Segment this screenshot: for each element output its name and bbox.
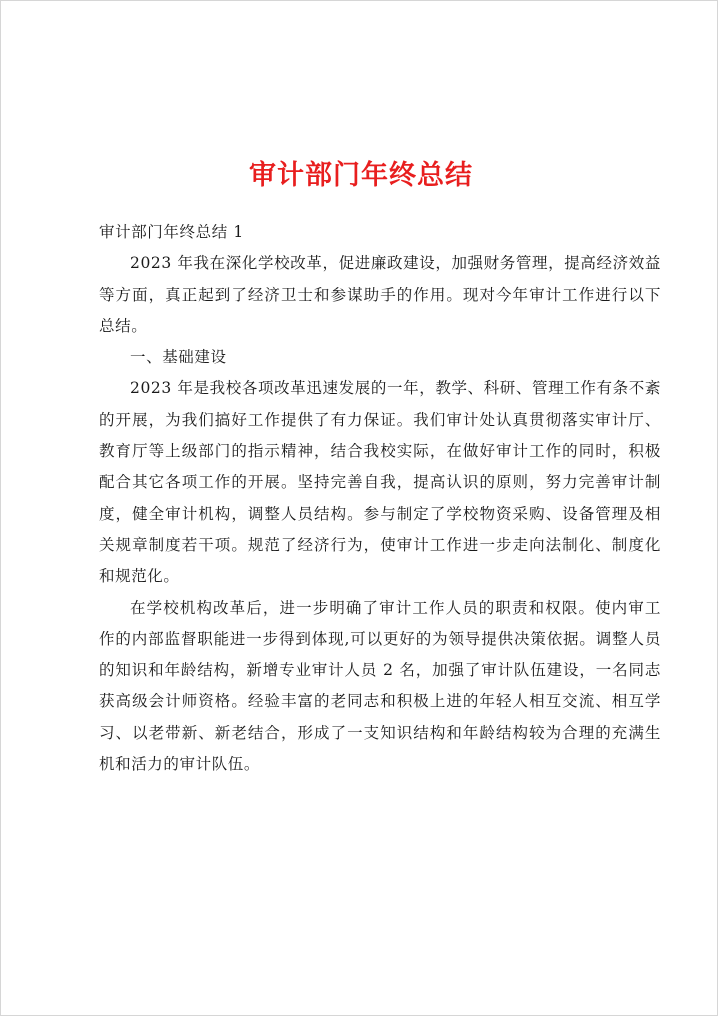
document-title: 审计部门年终总结 [249,160,473,191]
paragraph-basic-construction: 2023 年是我校各项改革迅速发展的一年，教学、科研、管理工作有条不紊的开展，为我们搞好工作提供了有力保证。我们审计处认真贯彻落实审计厅、教育厅等上级部门的指示精神，结合我校实际，在做好审计工作的同时，积极配合其它各项工作的开展。坚持完善自我，提高认识的原则，努力完善审计制度，健全审计机构，调整人员结构。参与制定了学校物资采购、设备管理及相关规章制度若干项。规范了经济行为，使审计工作进一步走向法制化、制度化和规范化。 [99,379,661,586]
document-body [99,217,661,780]
section-heading-basic-construction: 一、基础建设 [130,348,227,367]
paragraph-intro: 2023 年我在深化学校改革，促进廉政建设，加强财务管理，提高经济效益等方面，真正起到了经济卫士和参谋助手的作用。现对今年审计工作进行以下总结。 [99,254,661,335]
paragraph-institutional-reform: 在学校机构改革后，进一步明确了审计工作人员的职责和权限。使内审工作的内部监督职能进一步得到体现,可以更好的为领导提供决策依据。调整人员的知识和年龄结构，新增专业审计人员 2 名，加强了审计队伍建设，一名同志获高级会计师资格。经验丰富的老同志和积极上进的年轻人相互交流、相互学习、以老带新、新老结合，形成了一支知识结构和年龄结构较为合理的充满生机和活力的审计队伍。 [99,598,661,774]
section-subtitle: 审计部门年终总结 1 [99,223,244,241]
